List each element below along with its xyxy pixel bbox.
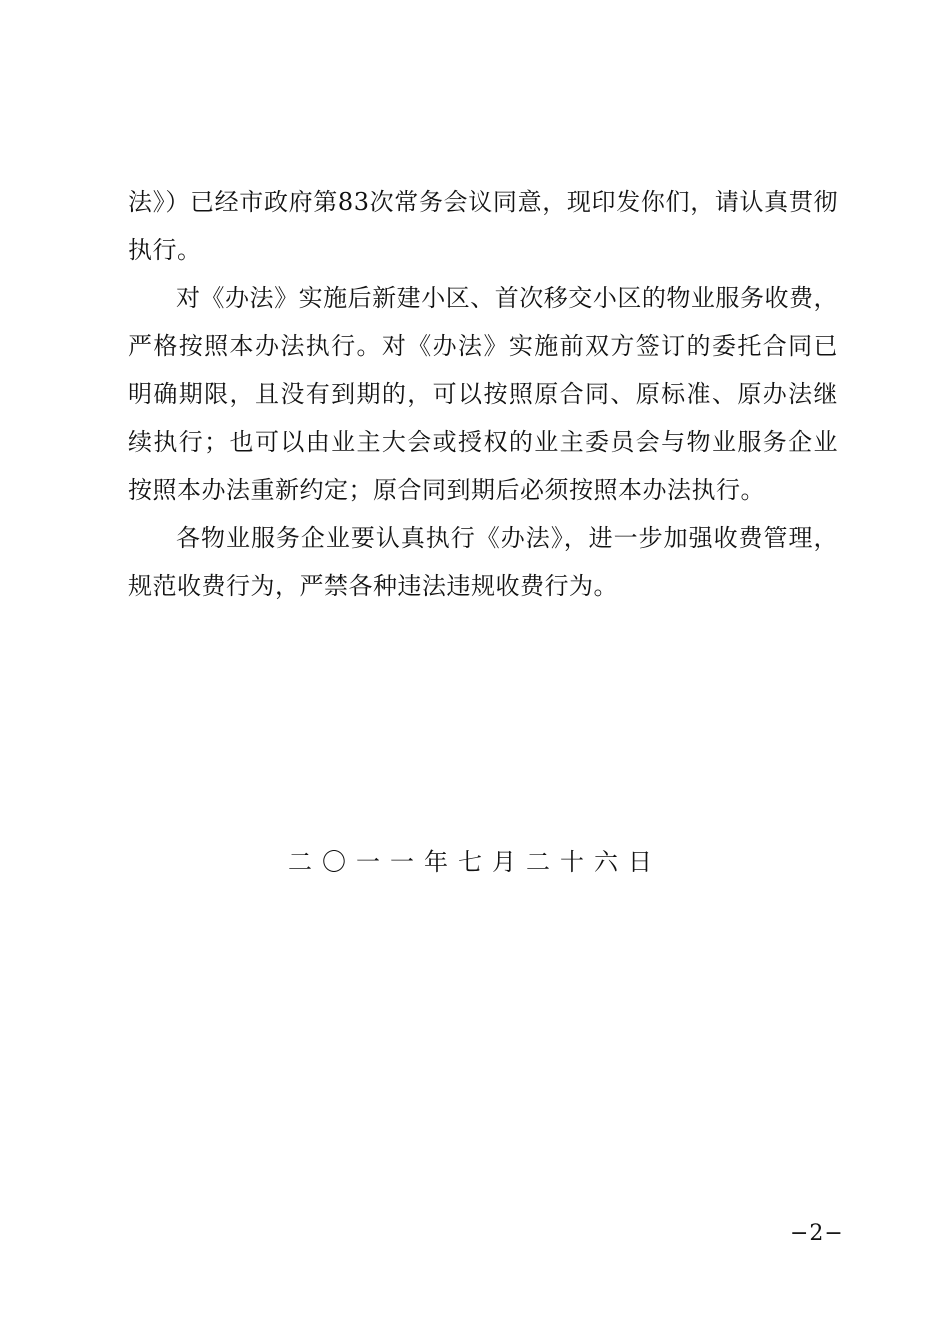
document-date: 二〇一一年七月二十六日 <box>288 848 662 876</box>
document-body <box>128 178 838 610</box>
page-number: −2− <box>790 1221 844 1246</box>
paragraph-contract-rules: 对《办法》实施后新建小区、首次移交小区的物业服务收费，严格按照本办法执行。对《办法》实施前双方签订的委托合同已明确期限，且没有到期的，可以按照原合同、原标准、原办法继续执行；也可以由业主大会或授权的业主委员会与物业服务企业按照本办法重新约定；原合同到期后必须按照本办法执行。 <box>128 284 838 504</box>
paragraph-enterprise-requirements: 各物业服务企业要认真执行《办法》，进一步加强收费管理，规范收费行为，严禁各种违法违规收费行为。 <box>128 524 838 600</box>
paragraph-continuation: 法》）已经市政府第83次常务会议同意，现印发你们，请认真贯彻执行。 <box>128 188 838 264</box>
